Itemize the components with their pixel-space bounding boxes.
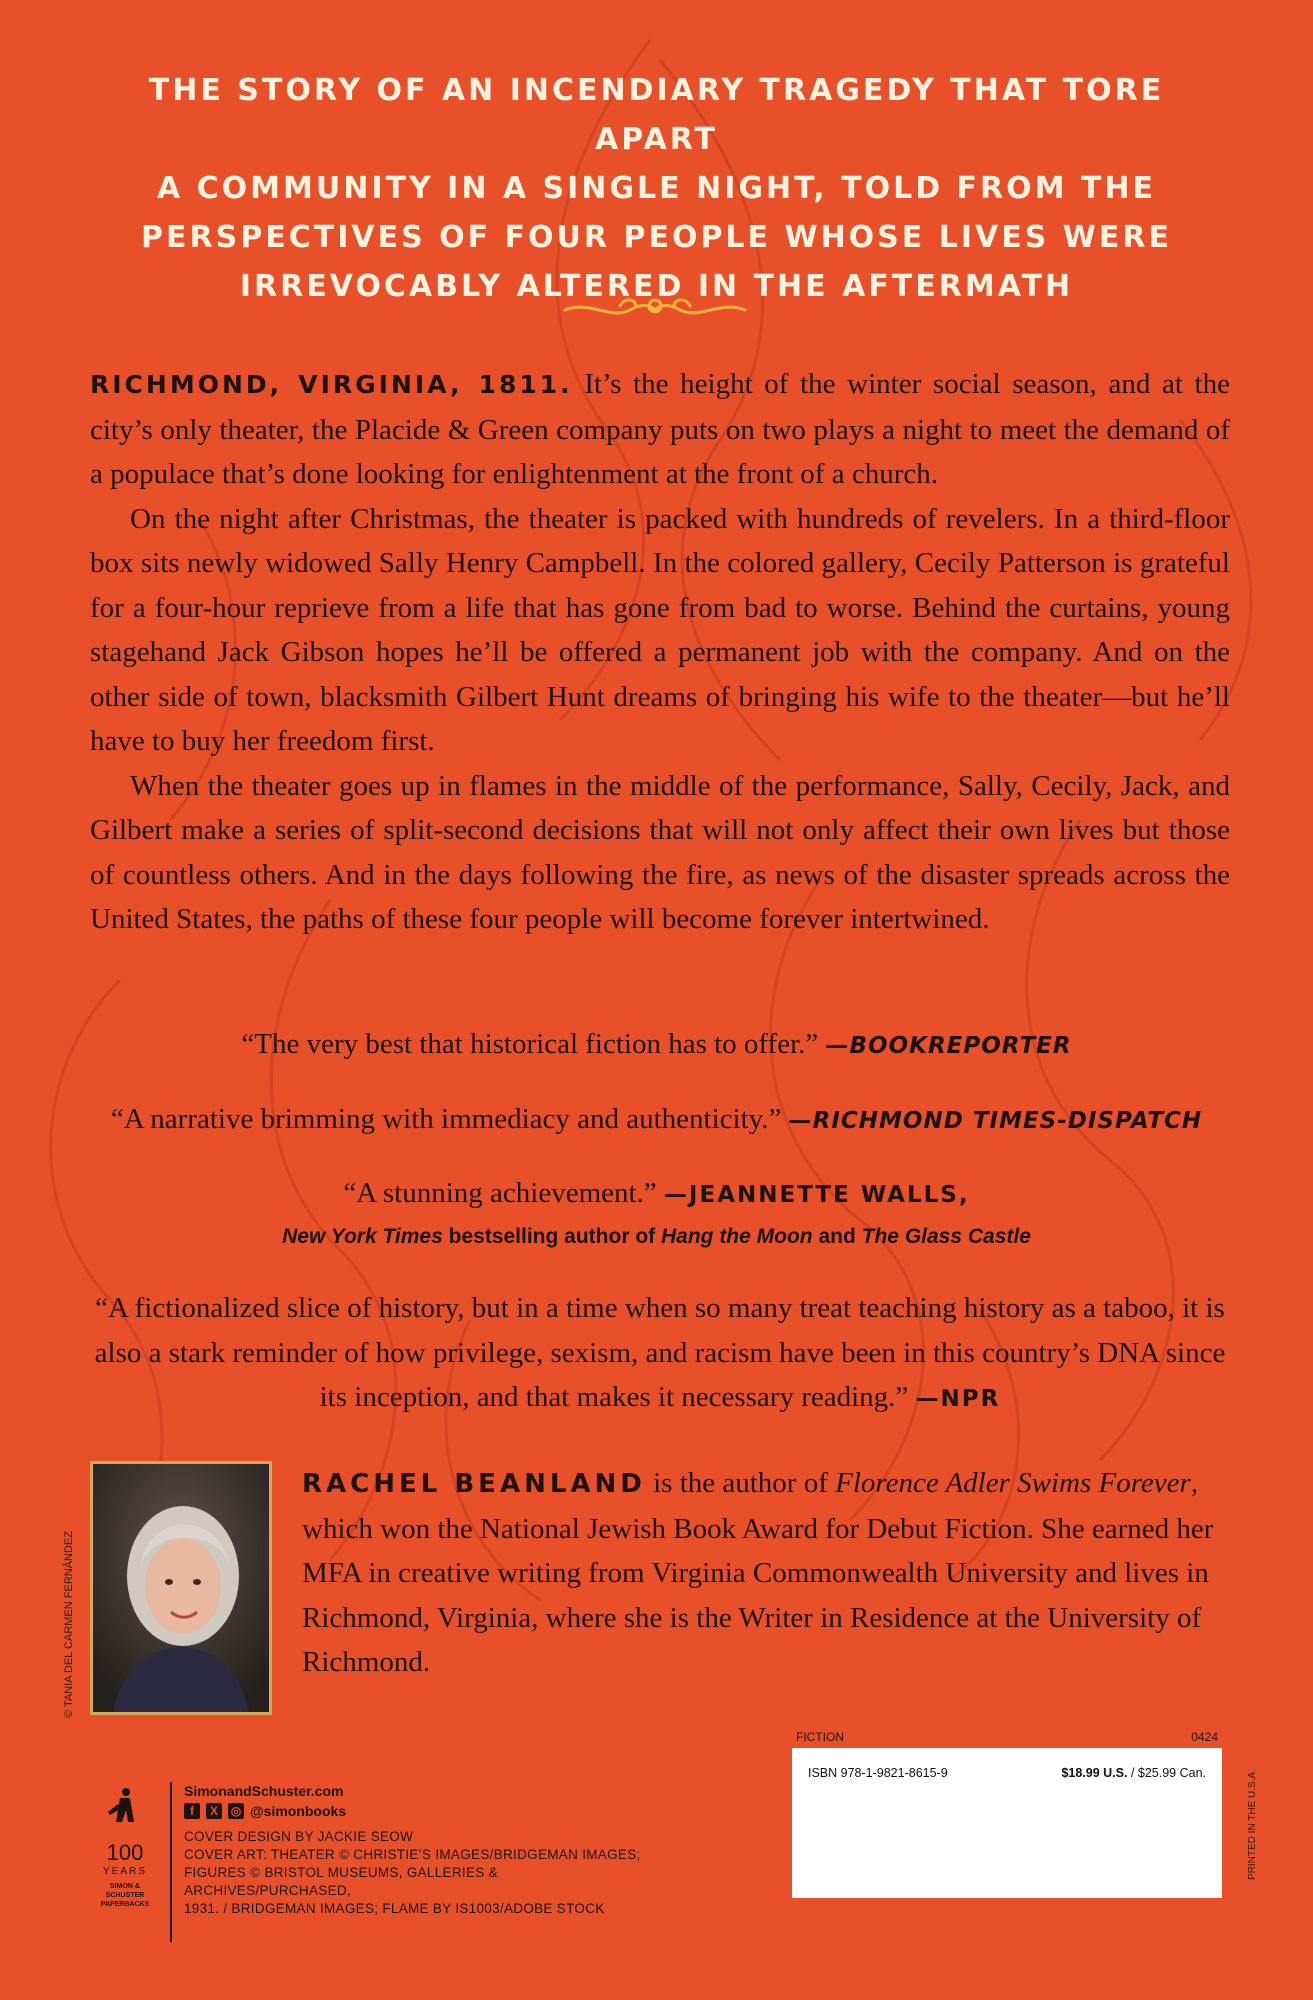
author-name: RACHEL BEANLAND: [302, 1469, 646, 1499]
photo-credit: © TANIA DEL CARMEN FERNÁNDEZ: [63, 1531, 75, 1718]
review-quote-jeannette-walls: [60, 1172, 1253, 1258]
printed-in-label: PRINTED IN THE U.S.A.: [1247, 1769, 1258, 1880]
price: [1061, 1766, 1206, 1880]
simon-schuster-100-years-logo: [90, 1782, 160, 1912]
publisher-info: [184, 1782, 664, 1918]
genre-label: FICTION: [796, 1730, 844, 1744]
x-icon[interactable]: X: [206, 1803, 222, 1819]
quote-text: “A narrative brimming with immediacy and authenticity.”: [110, 1103, 789, 1135]
logo-text: SIMON &: [110, 1883, 140, 1890]
credential-part: The Glass Castle: [861, 1225, 1031, 1248]
headline-line: IRREVOCABLY ALTERED IN THE AFTERMATH: [239, 269, 1074, 304]
barcode-area: [792, 1730, 1222, 1898]
synopsis-paragraph-3: When the theater goes up in flames in the middle of the performance, Sally, Cecily, Jack, and Gilbert make a series of split-second decisions that will not only affect their own lives but those of countless others. And in the days following the fire, as news of the disaster spreads across the United States, the paths of these four people will become forever intertwined.: [90, 769, 1230, 935]
review-quote-richmond-times: [60, 1098, 1253, 1142]
ornament-flourish-icon: [560, 292, 750, 326]
author-photo: [90, 1461, 272, 1715]
credential-part: Hang the Moon: [660, 1225, 813, 1248]
review-quote-bookreporter: [60, 1023, 1253, 1067]
credit-line: FIGURES © BRISTOL MUSEUMS, GALLERIES & ARCHIVES/PURCHASED,: [184, 1865, 498, 1898]
synopsis: [90, 362, 1230, 942]
credential-part: New York Times: [282, 1225, 443, 1248]
publisher-website-link[interactable]: SimonandSchuster.com: [184, 1783, 344, 1799]
isbn: ISBN 978-1-9821-8615-9: [808, 1766, 948, 1780]
author-portrait-image: [93, 1464, 269, 1712]
credit-line: COVER DESIGN BY JACKIE SEOW: [184, 1829, 414, 1844]
quote-text: “The very best that historical fiction has to offer.”: [241, 1028, 826, 1060]
barcode-header: [792, 1730, 1222, 1748]
credential-part: and: [812, 1225, 862, 1248]
facebook-icon[interactable]: f: [184, 1803, 200, 1819]
date-code: 0424: [1191, 1730, 1218, 1744]
credit-line: 1931. / BRIDGEMAN IMAGES; FLAME BY IS1003/ADOBE STOCK: [184, 1901, 605, 1916]
review-quote-npr: [90, 1286, 1230, 1422]
headline-line: A COMMUNITY IN A SINGLE NIGHT, TOLD FROM THE: [157, 171, 1156, 206]
credit-line: COVER ART: THEATER © CHRISTIE’S IMAGES/BRIDGEMAN IMAGES;: [184, 1847, 641, 1862]
publisher-divider: [170, 1782, 172, 1942]
synopsis-paragraph-2: On the night after Christmas, the theater is packed with hundreds of revelers. In a third-floor box sits newly widowed Sally Henry Campbell. In the colored gallery, Cecily Patterson is grateful for a four-hour reprieve from a life that has gone from bad to worse. Behind the curtains, young stagehand Jack Gibson hopes he’ll be offered a permanent job with the company. And on the other side of town, blacksmith Gilbert Hunt dreams of bringing his wife to the theater—but he’ll have to buy her freedom first.: [90, 502, 1230, 757]
author-bio: [302, 1461, 1224, 1685]
headline: [90, 66, 1223, 311]
synopsis-lead-in: RICHMOND, VIRGINIA, 1811.: [90, 370, 573, 399]
synopsis-paragraph-1: [90, 362, 1230, 497]
price-us: $18.99 U.S.: [1061, 1766, 1128, 1780]
barcode-box: [792, 1748, 1222, 1898]
logo-text: PAPERBACKS: [100, 1901, 150, 1908]
quote-source: —BOOKREPORTER: [825, 1033, 1072, 1059]
instagram-icon[interactable]: ◎: [228, 1803, 244, 1819]
logo-text: YEARS: [103, 1866, 147, 1877]
author-bio-text: is the author of: [645, 1467, 836, 1499]
quote-source: —JEANNETTE WALLS,: [663, 1182, 970, 1208]
quote-text: “A stunning achievement.”: [343, 1177, 664, 1209]
quote-source: —RICHMOND TIMES-DISPATCH: [788, 1108, 1203, 1134]
synopsis-text: It’s the height of the winter social season, and at the city’s only theater, the Placide & Green company puts on two plays a night to meet the demand of a populace that’s done looking for enlightenment at the front of a church.: [90, 368, 1230, 490]
author-previous-book: Florence Adler Swims Forever: [835, 1467, 1191, 1499]
quote-text: “A fictionalized slice of history, but in a time when so many treat teaching history as a taboo, it is also a stark reminder of how privilege, sexism, and racism have been in this country’s DNA since its inception, and that makes it necessary reading.”: [94, 1292, 1226, 1413]
social-handle[interactable]: @simonbooks: [250, 1803, 347, 1819]
logo-text: 100: [106, 1840, 144, 1865]
quote-source: —NPR: [915, 1386, 1001, 1412]
author-bio-text: , which won the National Jewish Book Award for Debut Fiction. She earned her MFA in creative writing from Virginia Commonwealth University and lives in Richmond, Virginia, where she is the Writer in Residence at the University of Richmond.: [302, 1467, 1214, 1678]
cover-credits: [184, 1828, 664, 1918]
logo-text: SCHUSTER: [105, 1892, 145, 1899]
price-can: / $25.99 Can.: [1127, 1766, 1206, 1780]
headline-line: THE STORY OF AN INCENDIARY TRAGEDY THAT TORE APART: [148, 73, 1165, 157]
quote-source-credentials: [60, 1216, 1253, 1258]
credential-part: bestselling author of: [442, 1225, 661, 1248]
headline-line: PERSPECTIVES OF FOUR PEOPLE WHOSE LIVES WERE: [141, 220, 1172, 255]
social-links: [184, 1802, 664, 1820]
